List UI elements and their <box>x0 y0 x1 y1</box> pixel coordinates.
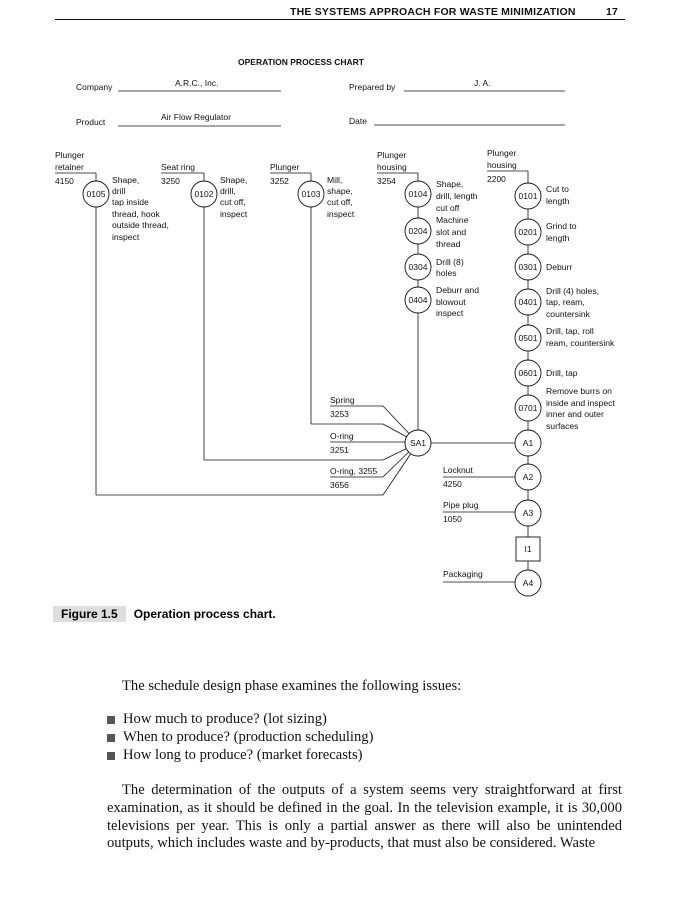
svg-text:Seat ring: Seat ring <box>161 162 196 172</box>
operation-0204 <box>405 218 431 244</box>
svg-text:0201: 0201 <box>518 227 538 237</box>
list-item: How long to produce? (market forecasts) <box>107 747 373 765</box>
svg-text:I1: I1 <box>524 544 532 554</box>
operation-0103 <box>298 181 324 207</box>
company-value: A.R.C., Inc. <box>175 78 219 88</box>
body-paragraph: The determination of the outputs of a system seems very straightforward at first examination, as it should be defined in the goal. In the television example, it is 30,000 televisions per year. This is only a partial answer as there will also be unintended outputs, which includes waste and by-products, that must also be considered. Waste <box>107 782 622 852</box>
svg-text:O-ring: O-ring <box>330 431 354 441</box>
intro-paragraph: The schedule design phase examines the following issues: <box>122 678 462 694</box>
page-number: 17 <box>606 6 619 18</box>
svg-text:shape,: shape, <box>327 186 353 196</box>
svg-text:Shape,: Shape, <box>112 175 140 185</box>
square-bullet-icon <box>107 734 115 742</box>
svg-text:Machine: Machine <box>436 215 469 225</box>
svg-text:Locknut: Locknut <box>443 465 473 475</box>
svg-text:0304: 0304 <box>408 262 428 272</box>
svg-text:housing: housing <box>377 162 407 172</box>
svg-text:Plunger: Plunger <box>55 150 85 160</box>
svg-text:A3: A3 <box>522 508 534 518</box>
svg-text:0104: 0104 <box>408 189 428 199</box>
desc-0701 <box>546 386 615 431</box>
svg-text:holes: holes <box>436 268 457 278</box>
component-plunger-housing-2200 <box>487 148 528 184</box>
svg-text:inner and outer: inner and outer <box>546 409 604 419</box>
svg-text:Plunger: Plunger <box>377 150 407 160</box>
product-label: Product <box>76 117 106 127</box>
svg-text:cut off,: cut off, <box>220 197 246 207</box>
svg-text:1050: 1050 <box>443 514 462 524</box>
running-head: THE SYSTEMS APPROACH FOR WASTE MINIMIZATION <box>290 6 576 18</box>
svg-text:0701: 0701 <box>518 403 538 413</box>
desc-0101 <box>546 184 570 206</box>
svg-text:Pipe plug: Pipe plug <box>443 500 479 510</box>
desc-0304 <box>436 257 464 278</box>
component-plunger-housing-3254 <box>377 150 418 186</box>
assembly-a3 <box>515 500 541 526</box>
component-plunger-retainer <box>55 150 96 186</box>
svg-text:inspect: inspect <box>327 209 355 219</box>
date-label: Date <box>349 116 367 126</box>
prepared-by-value: J. A. <box>474 78 491 88</box>
inspection-i1 <box>516 537 540 561</box>
svg-text:0105: 0105 <box>86 189 106 199</box>
operation-0104 <box>405 181 431 207</box>
svg-text:3253: 3253 <box>330 409 349 419</box>
svg-text:retainer: retainer <box>55 162 84 172</box>
desc-0501 <box>546 326 615 348</box>
svg-text:Shape,: Shape, <box>436 179 464 189</box>
operation-0404 <box>405 287 431 313</box>
svg-text:Spring: Spring <box>330 395 355 405</box>
operation-0101 <box>515 183 541 209</box>
svg-text:cut off: cut off <box>436 203 460 213</box>
svg-text:Drill (8): Drill (8) <box>436 257 464 267</box>
svg-text:0103: 0103 <box>301 189 321 199</box>
desc-0301 <box>546 262 572 272</box>
assembly-sa1 <box>405 430 431 456</box>
list-item: How much to produce? (lot sizing) <box>107 711 373 729</box>
svg-text:length: length <box>546 196 570 206</box>
svg-text:Drill (4) holes,: Drill (4) holes, <box>546 286 600 296</box>
svg-text:0204: 0204 <box>408 226 428 236</box>
svg-text:Shape,: Shape, <box>220 175 248 185</box>
desc-0404 <box>436 285 479 318</box>
operation-0304 <box>405 254 431 280</box>
assembly-a2 <box>515 464 541 490</box>
svg-text:2200: 2200 <box>487 174 506 184</box>
operation-0301 <box>515 254 541 280</box>
list-item: When to produce? (production scheduling) <box>107 729 373 747</box>
square-bullet-icon <box>107 716 115 724</box>
desc-0201 <box>546 221 577 243</box>
operation-0601 <box>515 360 541 386</box>
svg-text:blowout: blowout <box>436 297 466 307</box>
svg-text:Drill, tap: Drill, tap <box>546 368 578 378</box>
svg-text:thread: thread <box>436 239 461 249</box>
product-value: Air Flow Regulator <box>161 112 231 122</box>
svg-text:outside thread,: outside thread, <box>112 220 169 230</box>
desc-0102 <box>220 175 248 219</box>
svg-text:countersink: countersink <box>546 309 590 319</box>
svg-text:Deburr: Deburr <box>546 262 573 272</box>
svg-text:0101: 0101 <box>518 191 538 201</box>
svg-text:housing: housing <box>487 160 517 170</box>
company-label: Company <box>76 82 113 92</box>
desc-0204 <box>436 215 469 249</box>
svg-text:Grind to: Grind to <box>546 221 577 231</box>
svg-text:slot and: slot and <box>436 227 467 237</box>
part-o-ring-3251 <box>330 431 408 455</box>
desc-0601 <box>546 368 578 378</box>
svg-text:0301: 0301 <box>518 262 538 272</box>
svg-text:drill,: drill, <box>220 186 236 196</box>
svg-text:A4: A4 <box>522 578 534 588</box>
svg-text:cut off,: cut off, <box>327 197 353 207</box>
svg-text:drill: drill <box>112 186 126 196</box>
svg-text:3251: 3251 <box>330 445 349 455</box>
svg-text:3656: 3656 <box>330 480 349 490</box>
svg-text:4250: 4250 <box>443 479 462 489</box>
svg-text:drill, length: drill, length <box>436 191 478 201</box>
svg-text:0401: 0401 <box>518 297 538 307</box>
svg-text:A1: A1 <box>522 438 534 448</box>
assembly-a1 <box>515 430 541 456</box>
svg-text:inspect: inspect <box>220 209 248 219</box>
desc-0104 <box>436 179 478 213</box>
svg-text:Packaging: Packaging <box>443 569 483 579</box>
square-bullet-icon <box>107 752 115 760</box>
operation-0105 <box>83 181 109 207</box>
svg-text:ream, countersink: ream, countersink <box>546 338 615 348</box>
svg-text:A2: A2 <box>522 472 534 482</box>
svg-text:inspect: inspect <box>112 232 140 242</box>
svg-text:3254: 3254 <box>377 176 396 186</box>
svg-text:thread, hook: thread, hook <box>112 209 160 219</box>
svg-text:tap, ream,: tap, ream, <box>546 297 585 307</box>
svg-text:Deburr and: Deburr and <box>436 285 479 295</box>
svg-text:0501: 0501 <box>518 333 538 343</box>
svg-text:3252: 3252 <box>270 176 289 186</box>
svg-text:Drill, tap, roll: Drill, tap, roll <box>546 326 594 336</box>
operation-0501 <box>515 325 541 351</box>
svg-text:length: length <box>546 233 570 243</box>
svg-text:Plunger: Plunger <box>270 162 300 172</box>
operation-0102 <box>191 181 217 207</box>
assembly-a4 <box>515 570 541 596</box>
svg-text:Mill,: Mill, <box>327 175 343 185</box>
svg-text:0404: 0404 <box>408 295 428 305</box>
chart-title: OPERATION PROCESS CHART <box>238 57 364 67</box>
figure-caption <box>53 606 276 622</box>
svg-text:0601: 0601 <box>518 368 538 378</box>
svg-text:Remove burrs on: Remove burrs on <box>546 386 612 396</box>
svg-text:4150: 4150 <box>55 176 74 186</box>
svg-text:tap inside: tap inside <box>112 197 149 207</box>
desc-0401 <box>546 286 599 319</box>
svg-text:O-ring, 3255: O-ring, 3255 <box>330 466 378 476</box>
svg-text:inspect: inspect <box>436 308 464 318</box>
svg-text:0102: 0102 <box>194 189 214 199</box>
svg-text:Plunger: Plunger <box>487 148 517 158</box>
bullet-list <box>107 711 373 764</box>
figure-caption-text: Operation process chart. <box>133 607 276 621</box>
svg-text:Cut to: Cut to <box>546 184 569 194</box>
svg-text:surfaces: surfaces <box>546 421 579 431</box>
svg-text:inside and inspect: inside and inspect <box>546 398 615 408</box>
operation-0701 <box>515 395 541 421</box>
svg-text:SA1: SA1 <box>409 438 427 448</box>
prepared-by-label: Prepared by <box>349 82 396 92</box>
figure-label: Figure 1.5 <box>53 606 126 622</box>
operation-0201 <box>515 219 541 245</box>
svg-text:3250: 3250 <box>161 176 180 186</box>
operation-0401 <box>515 289 541 315</box>
desc-0103 <box>327 175 355 219</box>
